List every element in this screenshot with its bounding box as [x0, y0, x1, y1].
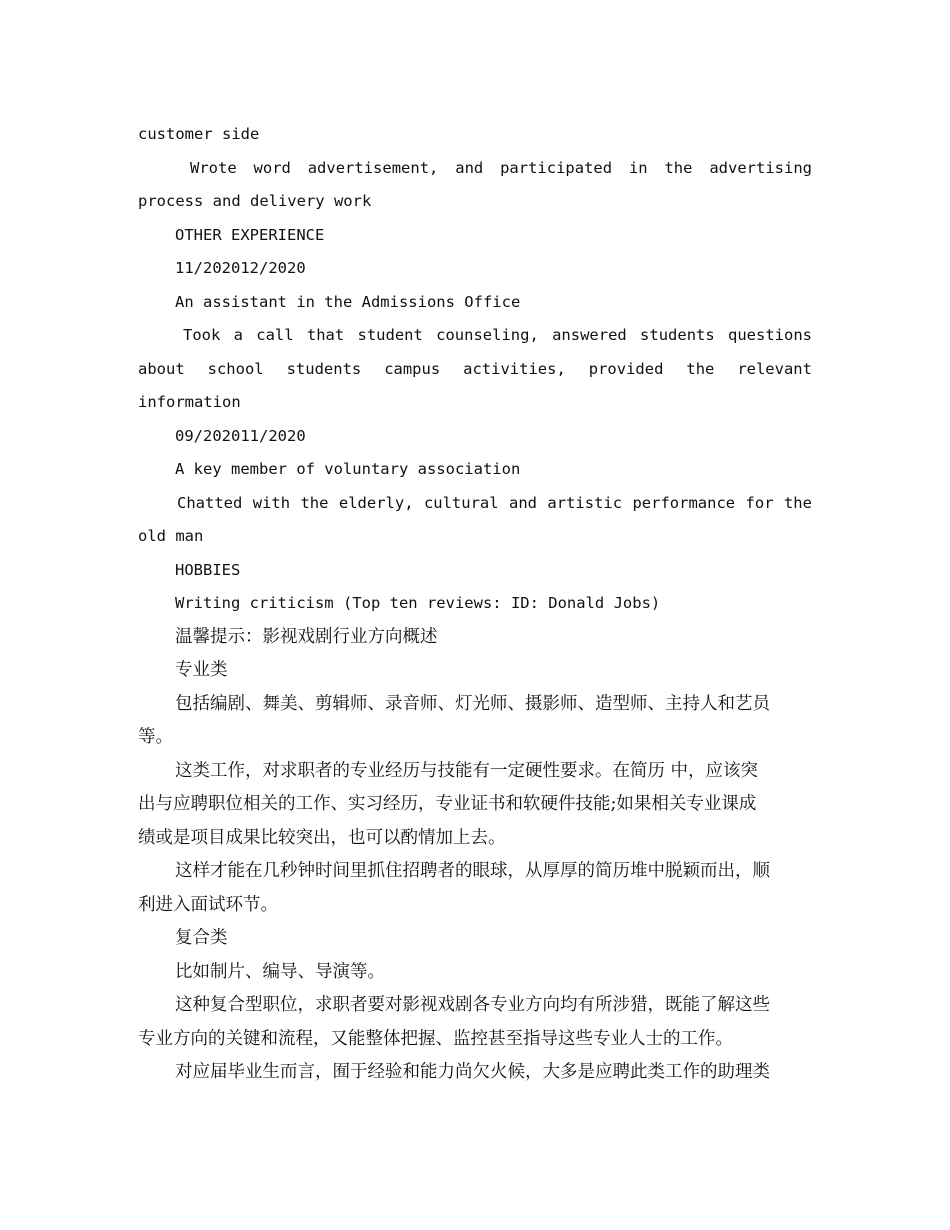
word: performance [632, 493, 736, 512]
word: and [455, 158, 484, 177]
word: Chatted [177, 493, 243, 512]
justified-line [138, 152, 812, 186]
text-line: 这样才能在几秒钟时间里抓住招聘者的眼球，从厚厚的简历堆中脱颖而出，顺 [175, 861, 770, 881]
word: the [664, 158, 693, 177]
word: the [783, 493, 812, 512]
date-range: 09/202011/2020 [175, 426, 306, 445]
word: student [357, 326, 423, 344]
word: questions [728, 326, 812, 344]
document-body [138, 118, 812, 1090]
text-line: 对应届毕业生而言，囿于经验和能力尚欠火候，大多是应聘此类工作的助理类 [175, 1062, 770, 1082]
word: Took [183, 326, 221, 344]
word: relevant [737, 359, 812, 378]
tip-heading: 温馨提示：影视戏剧行业方向概述 [175, 626, 438, 647]
word: a [233, 326, 243, 344]
text-line: 这种复合型职位，求职者要对影视戏剧各专业方向均有所涉猎，既能了解这些 [175, 995, 770, 1015]
word: cultural [423, 493, 499, 512]
word: that [306, 326, 345, 344]
word: advertising [709, 158, 812, 177]
text-line: 这类工作，对求职者的专业经历与技能有一定硬性要求。在简历 中，应该突 [175, 760, 759, 781]
justified-line [138, 487, 812, 521]
word: students [640, 326, 715, 344]
word: call [256, 326, 294, 344]
category-heading-professional: 专业类 [175, 660, 228, 680]
section-heading-hobbies: HOBBIES [175, 560, 241, 579]
hobby-item: Writing criticism (Top ten reviews: ID: Donald Jobs) [175, 594, 661, 612]
text-line: 出与应聘职位相关的工作、实习经历，专业证书和软硬件技能;如果相关专业课成 [138, 794, 757, 814]
word: Wrote [190, 158, 237, 177]
word: word [253, 158, 291, 177]
text-line: old man [138, 527, 204, 545]
category-heading-composite: 复合类 [175, 928, 228, 948]
text-line: 等。 [138, 727, 173, 747]
word: the [300, 493, 329, 512]
section-heading-other-experience: OTHER EXPERIENCE [175, 225, 325, 244]
word: the [686, 359, 715, 378]
date-range: 11/202012/2020 [175, 259, 306, 277]
word: counseling, [436, 326, 539, 344]
text-line: 绩或是项目成果比较突出，也可以酌情加上去。 [138, 827, 506, 848]
text-line: 包括编剧、舞美、剪辑师、录音师、灯光师、摄影师、造型师、主持人和艺员 [175, 693, 770, 714]
text-line: 利进入面试环节。 [138, 894, 278, 915]
text-line: customer side [138, 125, 260, 143]
text-line: process and delivery work [138, 192, 372, 210]
word: school [207, 359, 264, 378]
word: in [628, 158, 648, 177]
text-line: information [138, 393, 241, 411]
word: elderly, [338, 493, 414, 512]
word: artistic [547, 493, 623, 512]
justified-line [138, 353, 812, 387]
word: advertisement, [307, 158, 439, 177]
text-line: 专业方向的关键和流程，又能整体把握、监控甚至指导这些专业人士的工作。 [138, 1028, 733, 1049]
word: students [286, 359, 362, 378]
word: campus [384, 359, 441, 378]
job-title: An assistant in the Admissions Office [175, 292, 521, 311]
job-title: A key member of voluntary association [175, 460, 521, 478]
word: with [252, 493, 291, 512]
word: participated [500, 158, 613, 177]
text-line: 比如制片、编导、导演等。 [175, 961, 385, 982]
justified-line [138, 319, 812, 353]
word: about [138, 359, 185, 378]
word: answered [552, 326, 627, 344]
word: for [745, 493, 774, 512]
word: and [509, 493, 537, 512]
word: provided [588, 359, 664, 378]
word: activities, [463, 359, 566, 378]
